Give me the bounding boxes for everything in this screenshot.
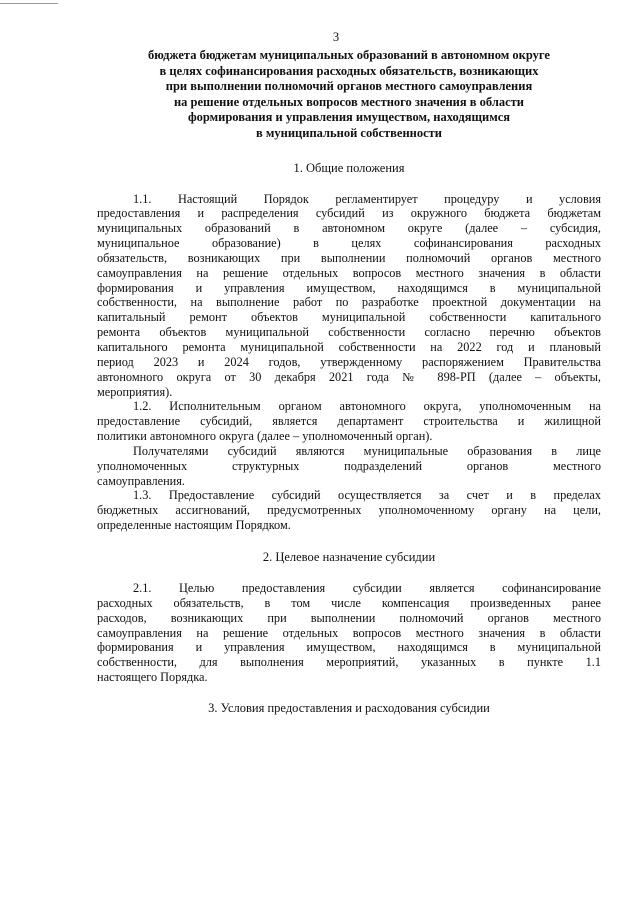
- title-line: бюджета бюджетам муниципальных образований в автономном округе: [148, 48, 550, 62]
- paragraph-line: капитальный ремонт объектов муниципальной собственности капитального: [97, 310, 601, 325]
- paragraph-line: муниципальное образование) в целях софинансирования расходных: [97, 236, 601, 251]
- paragraph-line: бюджетных ассигнований, предусмотренных уполномоченному органу на цели,: [97, 503, 601, 518]
- paragraph-line: самоуправления на решение отдельных вопросов местного значения в области: [97, 625, 601, 640]
- paragraph-line: Получателями субсидий являются муниципальные образования в лице: [133, 443, 601, 458]
- paragraph-line: автономного округа от 30 декабря 2021 года № 898-РП (далее – объекты,: [97, 369, 601, 384]
- paragraph-1-2: [97, 399, 601, 444]
- paragraph-line: уполномоченных структурных подразделений органов местного: [97, 458, 601, 473]
- paragraph-line: политики автономного округа (далее – уполномоченный орган).: [97, 429, 433, 444]
- paragraph-line: самоуправления на решение отдельных вопросов местного значения в области: [97, 265, 601, 280]
- section-heading-purpose: 2. Целевое назначение субсидии: [262, 549, 436, 564]
- paragraph-line: 1.3. Предоставление субсидий осуществляется за счет и в пределах: [133, 488, 601, 503]
- document-title: [97, 48, 601, 142]
- paragraph-line: самоуправления.: [97, 473, 185, 488]
- title-line: в муниципальной собственности: [256, 125, 442, 140]
- section-heading-general-provisions: 1. Общие положения: [293, 160, 405, 175]
- paragraph-line: капитального ремонта муниципальной собственности на 2022 год и плановый: [97, 340, 601, 354]
- paragraph-2-1: [97, 581, 601, 685]
- paragraph-line: муниципальных образований в автономном округе (далее – субсидия,: [97, 221, 601, 236]
- title-line: на решение отдельных вопросов местного значения в области: [173, 94, 524, 109]
- paragraph-line: предоставления и распределения субсидий из окружного бюджета бюджетам: [97, 206, 601, 221]
- title-line: при выполнении полномочий органов местного самоуправления: [165, 79, 533, 94]
- paragraph-recipients: [97, 444, 601, 489]
- paragraph-line: 1.2. Исполнительным органом автономного округа, уполномоченным на: [133, 399, 601, 414]
- scan-edge-line: [0, 3, 58, 4]
- paragraph-line: определенные настоящим Порядком.: [97, 518, 291, 533]
- paragraph-line: настоящего Порядка.: [97, 670, 208, 685]
- paragraph-line: расходных обязательств, в том числе компенсация произведенных ранее: [97, 595, 601, 610]
- paragraph-line: ремонта объектов муниципальной собственности согласно перечню объектов: [97, 325, 601, 340]
- paragraph-line: собственности, на выполнение работ по разработке проектной документации на: [97, 295, 601, 310]
- paragraph-line: формирования и управления имуществом, находящимся в муниципальной: [97, 640, 601, 655]
- page-number: 3: [332, 30, 340, 44]
- paragraph-line: предоставление субсидий, является департамент строительства и жилищной: [97, 414, 601, 429]
- paragraph-line: обязательств, возникающих при выполнении полномочий органов местного: [97, 250, 601, 265]
- title-line: формирования и управления имуществом, находящимся: [187, 110, 511, 125]
- paragraph-line: формирования и управления имуществом, находящимся в муниципальной: [97, 280, 601, 295]
- paragraph-1-1: [97, 192, 601, 400]
- paragraph-line: собственности, для выполнения мероприятий, указанных в пункте 1.1: [97, 655, 601, 670]
- paragraph-line: период 2023 и 2024 годов, утвержденному распоряжением Правительства: [97, 354, 601, 369]
- paragraph-line: 2.1. Целью предоставления субсидии является софинансирование: [133, 580, 601, 595]
- title-line: в целях софинансирования расходных обязательств, возникающих: [159, 63, 539, 78]
- paragraph-line: 1.1. Настоящий Порядок регламентирует процедуру и условия: [133, 191, 601, 206]
- paragraph-line: мероприятия).: [97, 384, 173, 399]
- paragraph-line: расходов, возникающих при выполнении полномочий органов местного: [97, 610, 601, 625]
- paragraph-1-3: [97, 488, 601, 533]
- section-heading-conditions: 3. Условия предоставления и расходования субсидии: [208, 700, 490, 715]
- document-body: [97, 48, 601, 716]
